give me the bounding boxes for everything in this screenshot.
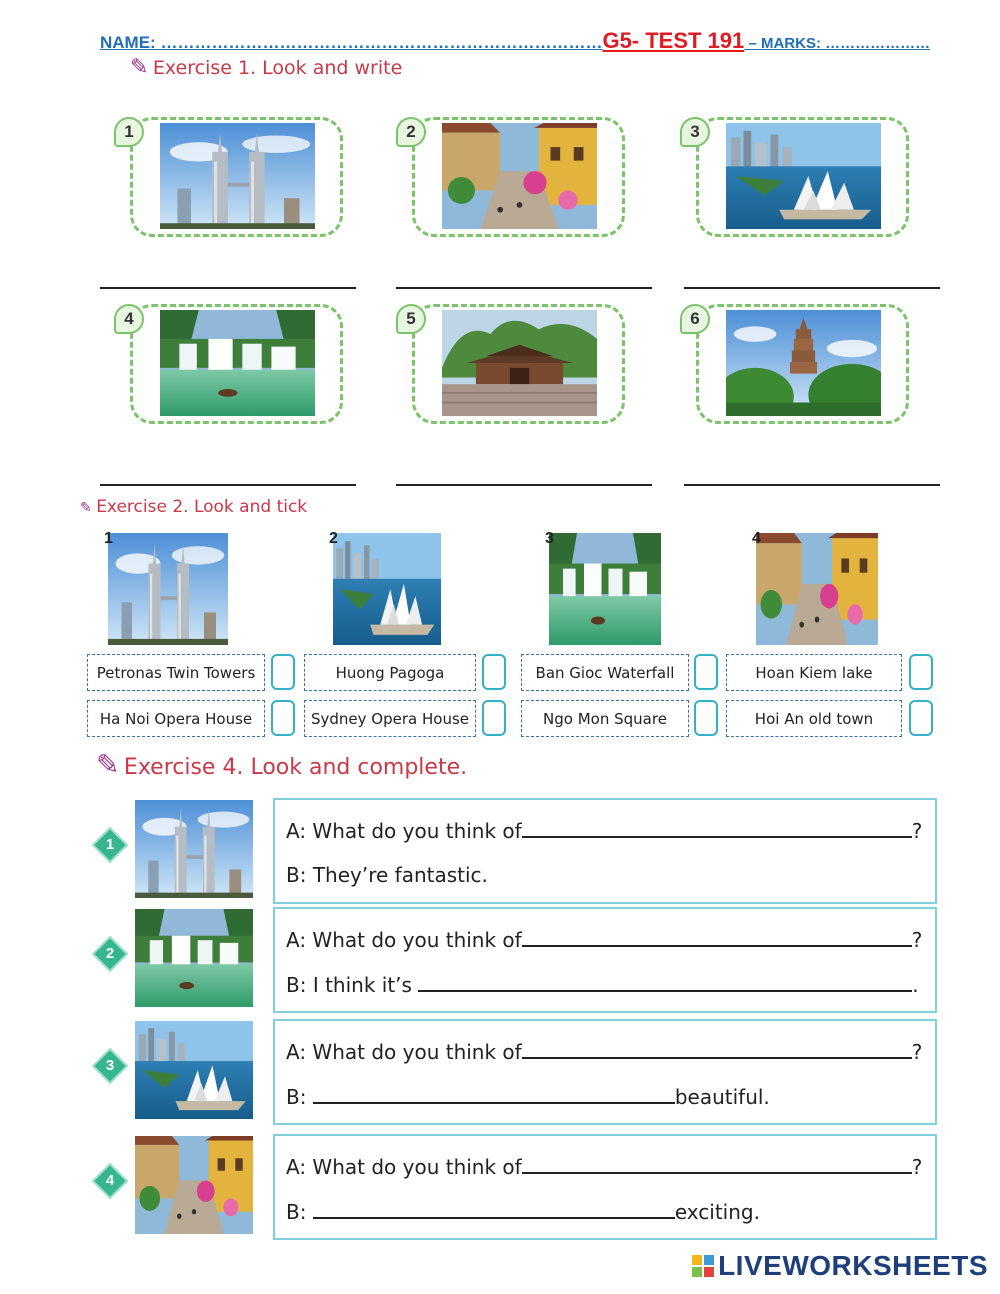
option-label: Ngo Mon Square <box>521 700 689 737</box>
answer-blank[interactable] <box>313 1199 675 1219</box>
exercise-picture <box>442 310 597 416</box>
dialogue-box <box>273 907 937 1013</box>
answer-line[interactable] <box>100 287 356 289</box>
item-number-badge: 4 <box>114 304 144 334</box>
option-label: Hoi An old town <box>726 700 902 737</box>
tick-checkbox[interactable] <box>271 654 295 690</box>
item-number: 3 <box>545 530 554 547</box>
pencil-icon: ✎ <box>80 499 92 515</box>
answer-line[interactable] <box>684 287 940 289</box>
exercise2-heading <box>80 497 307 517</box>
exercise-picture <box>726 310 881 416</box>
item-number-badge: 6 <box>680 304 710 334</box>
item-number: 1 <box>105 836 115 853</box>
item-number: 2 <box>329 530 338 547</box>
exercise-picture <box>442 123 597 229</box>
liveworksheets-logo <box>692 1250 988 1282</box>
answer-prefix: B: They’re fantastic. <box>286 863 488 887</box>
answer-line <box>286 972 919 997</box>
tick-checkbox[interactable] <box>482 700 506 736</box>
question-mark: ? <box>911 1155 923 1179</box>
answer-prefix: B: <box>286 1200 307 1224</box>
dialogue-box <box>273 1019 937 1125</box>
question-mark: ? <box>911 1040 923 1064</box>
item-number: 2 <box>105 945 115 962</box>
answer-suffix: exciting. <box>674 1200 760 1224</box>
exercise-picture <box>756 533 878 645</box>
question-line <box>286 1154 922 1179</box>
question-line <box>286 818 922 843</box>
exercise4-heading <box>96 748 467 781</box>
pencil-icon: ✎ <box>96 749 120 780</box>
exercise-picture <box>135 1021 253 1119</box>
option-label: Sydney Opera House <box>304 700 476 737</box>
tick-checkbox[interactable] <box>271 700 295 736</box>
exercise-picture <box>108 533 228 645</box>
item-number: 1 <box>104 530 113 547</box>
dialogue-box <box>273 1134 937 1240</box>
answer-blank[interactable] <box>522 1154 912 1174</box>
question-line <box>286 1039 922 1064</box>
question-text: A: What do you think of <box>286 928 522 952</box>
answer-line <box>286 1084 770 1109</box>
answer-prefix: B: <box>286 1085 307 1109</box>
exercise-picture <box>333 533 441 645</box>
item-number-badge: 3 <box>680 117 710 147</box>
answer-line[interactable] <box>396 484 652 486</box>
item-number: 4 <box>752 530 761 547</box>
answer-blank[interactable] <box>522 1039 912 1059</box>
answer-suffix: beautiful. <box>674 1085 770 1109</box>
item-number: 4 <box>105 1172 115 1189</box>
item-number-badge: 5 <box>396 304 426 334</box>
answer-suffix: . <box>912 973 919 997</box>
answer-prefix: B: I think it’s <box>286 973 412 997</box>
item-number-badge: 2 <box>396 117 426 147</box>
question-mark: ? <box>911 928 923 952</box>
logo-icon <box>692 1255 714 1277</box>
worksheet-header <box>100 28 930 54</box>
answer-blank[interactable] <box>522 818 912 838</box>
option-label: Hoan Kiem lake <box>726 654 902 691</box>
dialogue-box <box>273 798 937 904</box>
answer-blank[interactable] <box>418 972 912 992</box>
tick-checkbox[interactable] <box>694 700 718 736</box>
answer-blank[interactable] <box>522 927 912 947</box>
exercise4-title: Exercise 4. Look and complete. <box>123 755 468 780</box>
answer-line <box>286 863 488 887</box>
brand-name: LIVEWORKSHEETS <box>718 1250 988 1281</box>
exercise-picture <box>726 123 881 229</box>
option-label: Ban Gioc Waterfall <box>521 654 689 691</box>
option-label: Petronas Twin Towers <box>87 654 265 691</box>
pencil-icon: ✎ <box>130 54 149 79</box>
tick-checkbox[interactable] <box>482 654 506 690</box>
answer-line[interactable] <box>396 287 652 289</box>
tick-checkbox[interactable] <box>909 700 933 736</box>
question-text: A: What do you think of <box>286 1155 522 1179</box>
question-mark: ? <box>911 819 923 843</box>
exercise1-title: Exercise 1. Look and write <box>152 57 403 79</box>
answer-line[interactable] <box>100 484 356 486</box>
exercise-picture <box>135 1136 253 1234</box>
answer-line <box>286 1199 760 1224</box>
name-label: NAME: …………………………………………………………………… <box>100 33 603 52</box>
option-label: Huong Pagoga <box>304 654 476 691</box>
question-text: A: What do you think of <box>286 1040 522 1064</box>
exercise-picture <box>160 123 315 229</box>
marks-label: – MARKS: ………………… <box>744 35 931 52</box>
question-line <box>286 927 922 952</box>
exercise-picture <box>135 909 253 1007</box>
tick-checkbox[interactable] <box>694 654 718 690</box>
exercise1-heading <box>130 54 402 80</box>
test-label: G5- TEST 191 <box>602 28 745 53</box>
tick-checkbox[interactable] <box>909 654 933 690</box>
exercise-picture <box>160 310 315 416</box>
item-number: 3 <box>105 1057 115 1074</box>
option-label: Ha Noi Opera House <box>87 700 265 737</box>
question-text: A: What do you think of <box>286 819 522 843</box>
item-number-badge: 1 <box>114 117 144 147</box>
answer-line[interactable] <box>684 484 940 486</box>
exercise2-title: Exercise 2. Look and tick <box>96 497 308 517</box>
exercise-picture <box>135 800 253 898</box>
exercise-picture <box>549 533 661 645</box>
answer-blank[interactable] <box>313 1084 675 1104</box>
